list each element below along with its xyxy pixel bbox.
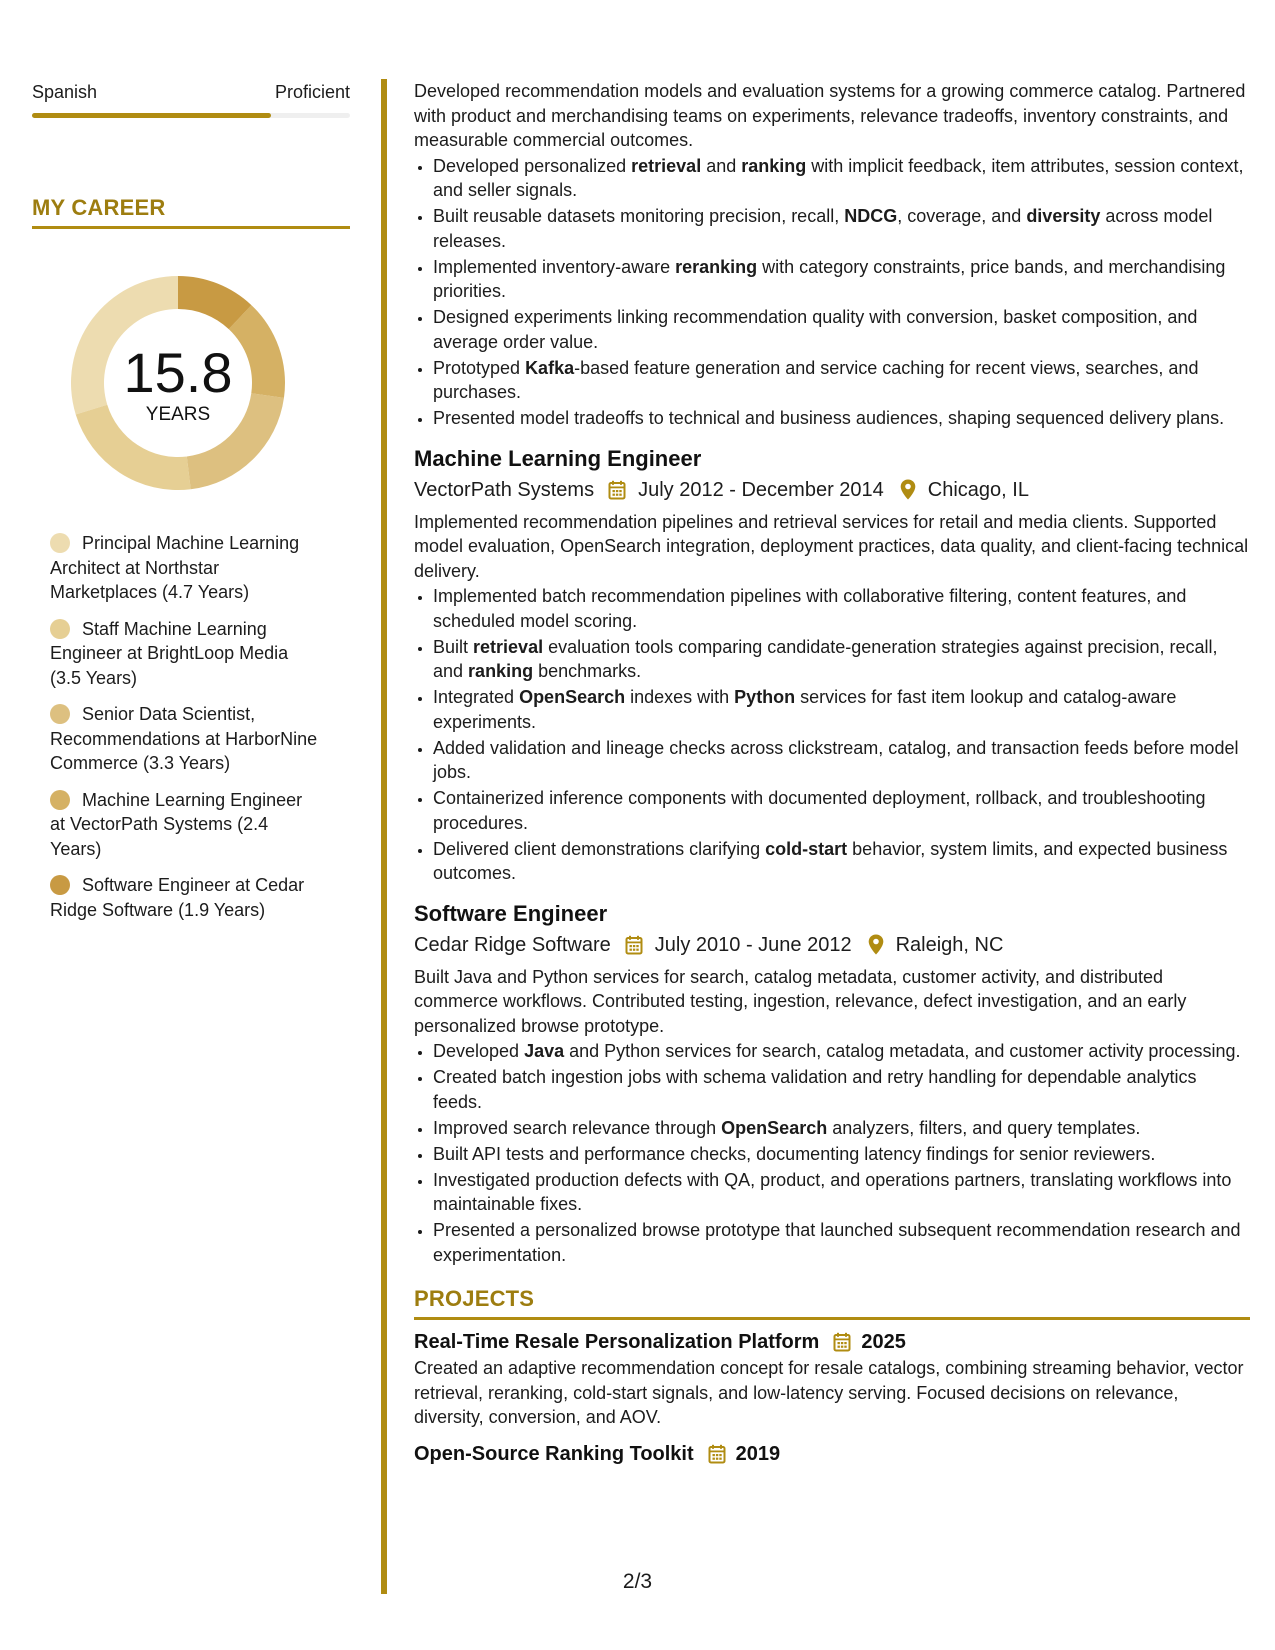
job-meta	[414, 931, 1250, 959]
job-bullet: • Prototyped Kafka-based feature generation and service caching for recent views, searches, and purchases.	[433, 356, 1250, 405]
location-pin-icon	[900, 479, 916, 500]
job-summary: Implemented recommendation pipelines and retrieval services for retail and media clients. Supported model evaluation, OpenSearch integration, deployment practices, data quality, and client-facing technical delivery.	[414, 511, 1249, 581]
page-number: 2/3	[622, 1570, 653, 1593]
legend-dot	[50, 619, 70, 639]
career-legend-item	[50, 873, 320, 922]
job-bullet: • Presented a personalized browse prototype that launched subsequent recommendation research and experimentation.	[433, 1218, 1250, 1267]
job-entry	[414, 445, 1250, 886]
job-entry	[414, 900, 1250, 1268]
sidebar	[32, 80, 350, 934]
project-entry	[414, 1328, 1250, 1430]
calendar-icon	[833, 1332, 851, 1352]
project-name: Real-Time Resale Personalization Platform	[414, 1331, 820, 1353]
job-location: Chicago, IL	[927, 478, 1029, 501]
job-meta	[414, 476, 1250, 504]
job-bullet: • Integrated OpenSearch indexes with Python services for fast item lookup and catalog-aware experiments.	[433, 685, 1250, 734]
job-bullet: • Added validation and lineage checks across clickstream, catalog, and transaction feeds before model jobs.	[433, 736, 1250, 785]
project-year: 2025	[861, 1331, 906, 1353]
career-total-unit: YEARS	[145, 404, 211, 425]
career-legend-item	[50, 617, 320, 691]
legend-dot	[50, 533, 70, 553]
legend-dot	[50, 704, 70, 724]
job-bullet: • Delivered client demonstrations clarifying cold-start behavior, system limits, and expected business outcomes.	[433, 837, 1250, 886]
career-legend-item	[50, 702, 320, 776]
location-pin-icon	[868, 934, 884, 955]
job-bullet: • Built reusable datasets monitoring precision, recall, NDCG, coverage, and diversity across model releases.	[433, 204, 1250, 253]
calendar-icon	[608, 480, 626, 500]
job-title: Software Engineer	[414, 900, 608, 926]
job-bullet: • Built retrieval evaluation tools comparing candidate-generation strategies against precision, recall, and ranking benchmarks.	[433, 635, 1250, 684]
legend-dot	[50, 790, 70, 810]
job-summary: Built Java and Python services for search, catalog metadata, customer activity, and distributed commerce workflows. Contributed testing, ingestion, relevance, defect investigation, and an early personalized browse prototype.	[414, 966, 1187, 1036]
language-name: Spanish	[32, 82, 98, 102]
calendar-icon	[625, 935, 643, 955]
job-bullet: • Implemented inventory-aware reranking with category constraints, price bands, and merchandising priorities.	[433, 255, 1250, 304]
project-year: 2019	[735, 1442, 781, 1465]
job-bullet: • Developed personalized retrieval and ranking with implicit feedback, item attributes, session context, and seller signals.	[433, 154, 1250, 203]
legend-label: Machine Learning Engineer at VectorPath Systems (2.4 Years)	[50, 789, 303, 859]
career-total-value: 15.8	[123, 341, 233, 404]
career-legend-item	[50, 788, 320, 862]
job-bullets	[414, 1039, 1250, 1267]
job-dates: July 2010 - June 2012	[654, 933, 852, 956]
column-divider	[381, 79, 387, 1594]
legend-dot	[50, 875, 70, 895]
job-location: Raleigh, NC	[895, 933, 1004, 956]
job-summary: Developed recommendation models and evaluation systems for a growing commerce catalog. Partnered with product and merchandising teams on experiments, relevance tradeoffs, inventory constraints, and measurable commercial outcomes.	[414, 81, 1246, 150]
experience-column	[414, 79, 1250, 1478]
project-description: Created an adaptive recommendation concept for resale catalogs, combining streaming behavior, vector retrieval, reranking, cold-start signals, and low-latency serving. Focused decisions on relevance, diversity, conversion, and AOV.	[414, 1358, 1244, 1427]
legend-label: Staff Machine Learning Engineer at BrightLoop Media (3.5 Years)	[50, 618, 289, 688]
career-legend-item	[50, 531, 320, 605]
project-entry	[414, 1440, 1250, 1468]
project-name: Open-Source Ranking Toolkit	[414, 1442, 694, 1465]
career-section-rule	[32, 226, 350, 229]
job-bullet: • Containerized inference components with documented deployment, rollback, and troubleshooting procedures.	[433, 786, 1250, 835]
legend-label: Senior Data Scientist, Recommendations at HarborNine Commerce (3.3 Years)	[50, 704, 318, 773]
legend-label: Principal Machine Learning Architect at Northstar Marketplaces (4.7 Years)	[50, 533, 300, 602]
projects-section-rule	[414, 1317, 1250, 1320]
job-bullets	[414, 584, 1250, 886]
language-item	[32, 80, 350, 118]
job-company: Cedar Ridge Software	[414, 933, 611, 956]
job-bullet: • Implemented batch recommendation pipelines with collaborative filtering, content features, and scheduled model scoring.	[433, 584, 1250, 633]
job-title: Machine Learning Engineer	[414, 445, 702, 471]
calendar-icon	[708, 1444, 726, 1464]
job-bullet: • Developed Java and Python services for search, catalog metadata, and customer activity processing.	[433, 1039, 1250, 1064]
job-bullet: • Created batch ingestion jobs with schema validation and retry handling for dependable analytics feeds.	[433, 1065, 1250, 1114]
job-bullet: • Built API tests and performance checks, documenting latency findings for senior reviewers.	[433, 1142, 1250, 1167]
language-bar-fill	[32, 113, 271, 118]
job-bullet: • Designed experiments linking recommendation quality with conversion, basket composition, and average order value.	[433, 305, 1250, 354]
job-company: VectorPath Systems	[414, 478, 595, 501]
career-legend	[50, 531, 320, 922]
job-bullet: • Improved search relevance through OpenSearch analyzers, filters, and query templates.	[433, 1116, 1250, 1141]
legend-label: Software Engineer at Cedar Ridge Software (1.9 Years)	[50, 875, 305, 920]
career-section-title: MY CAREER	[32, 195, 166, 220]
job-bullets	[414, 154, 1250, 431]
job-continued	[414, 79, 1250, 431]
job-bullet: • Presented model tradeoffs to technical and business audiences, shaping sequenced delivery plans.	[433, 406, 1250, 431]
career-donut-chart	[64, 269, 292, 497]
job-bullet: • Investigated production defects with QA, product, and operations partners, translating workflows into maintainable fixes.	[433, 1168, 1250, 1217]
language-level: Proficient	[274, 82, 350, 102]
job-dates: July 2012 - December 2014	[638, 478, 884, 501]
projects-section-title: PROJECTS	[414, 1286, 535, 1311]
language-bar	[32, 113, 350, 118]
